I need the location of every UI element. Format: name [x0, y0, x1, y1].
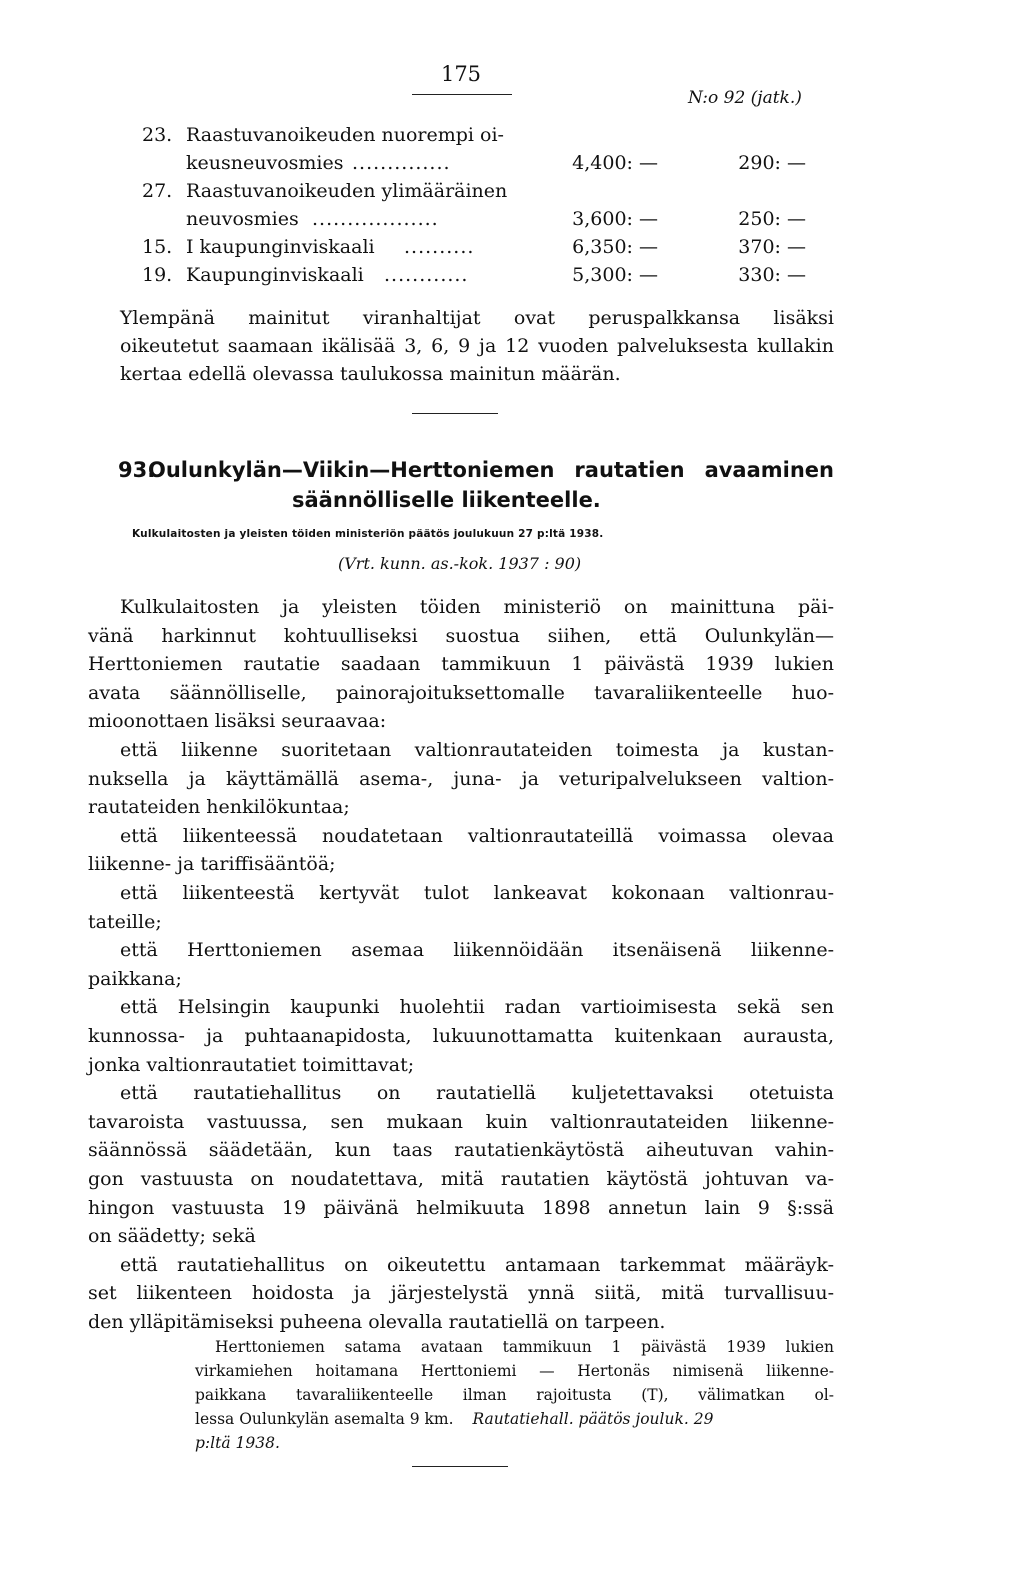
body-line: on säädetty; sekä	[88, 1225, 256, 1248]
section-title-line: säännölliselle liikenteelle.	[292, 488, 601, 512]
row-amount: 6,350: —	[572, 236, 658, 258]
body-line: että rautatiehallitus on oikeutettu antamaan tarkemmat määräyk-	[120, 1253, 834, 1276]
body-line: tavaroista vastuussa, sen mukaan kuin valtionrautateiden liikenne-	[88, 1110, 834, 1133]
row-amount: 4,400: —	[572, 152, 658, 174]
row-increment: 290: —	[738, 152, 806, 174]
paragraph-line: kertaa edellä olevassa taulukossa mainitun määrän.	[120, 363, 621, 385]
body-line: säännössä säädetään, kun taas rautatienkäytöstä aiheutuvan vahin-	[88, 1139, 834, 1162]
body-line: tateille;	[88, 910, 162, 933]
body-line: gon vastuusta on noudatettava, mitä rautatien käytöstä johtuvan va-	[88, 1168, 834, 1190]
row-number: 15.	[142, 236, 173, 258]
row-number: 19.	[142, 264, 173, 286]
footnote-citation: p:ltä 1938.	[195, 1434, 280, 1452]
row-number: 23.	[142, 124, 173, 146]
body-line: Herttoniemen rautatie saadaan tammikuun 1 päivästä 1939 lukien	[88, 653, 834, 676]
body-line: Kulkulaitosten ja yleisten töiden ministeriö on mainittuna päi-	[120, 596, 834, 618]
page-number: 175	[440, 62, 482, 86]
body-line: että rautatiehallitus on rautatiellä kuljetettavaksi otetuista	[120, 1082, 834, 1105]
row-leader-dots: ............	[384, 264, 469, 286]
row-amount: 5,300: —	[572, 264, 658, 286]
body-line: nuksella ja käyttämällä asema-, juna- ja veturipalvelukseen valtion-	[88, 767, 834, 790]
body-line: set liikenteen hoidosta ja järjestelystä ynnä siitä, mitä turvallisuu-	[88, 1282, 834, 1305]
body-line: että liikenteessä noudatetaan valtionrautateillä voimassa olevaa	[120, 824, 834, 847]
body-line: että Helsingin kaupunki huolehtii radan vartioimisesta sekä sen	[120, 996, 834, 1019]
body-line: avata säännölliselle, painorajoituksettomalle tavaraliikenteelle huo-	[88, 681, 834, 704]
row-title-line: I kaupunginviskaali	[186, 236, 375, 258]
continuation-label: N:o 92 (jatk.)	[688, 88, 802, 108]
row-increment: 330: —	[738, 264, 806, 286]
row-title-line: neuvosmies	[186, 208, 299, 230]
body-line: että liikenne suoritetaan valtionrautateiden toimesta ja kustan-	[120, 739, 834, 761]
body-line: liikenne- ja tariffisääntöä;	[88, 853, 336, 876]
row-leader-dots: ..............	[352, 152, 451, 174]
row-increment: 370: —	[738, 236, 806, 258]
body-line: että Herttoniemen asemaa liikennöidään itsenäisenä liikenne-	[120, 939, 834, 962]
paragraph-line: Ylempänä mainitut viranhaltijat ovat peruspalkkansa lisäksi	[120, 307, 834, 329]
section-subtitle: Kulkulaitosten ja yleisten töiden ministeriön päätös joulukuun 27 p:ltä 1938.	[132, 528, 604, 540]
row-title-line: keusneuvosmies	[186, 152, 344, 174]
footnote-line	[195, 1410, 713, 1428]
footnote-line: virkamiehen hoitamana Herttoniemi — Hertonäs nimisenä liikenne-	[195, 1362, 834, 1380]
footnote-line: paikkana tavaraliikenteelle ilman rajoitusta (T), välimatkan ol-	[195, 1386, 834, 1404]
row-title-line: Raastuvanoikeuden nuorempi oi-	[186, 124, 504, 146]
row-number: 27.	[142, 180, 173, 202]
end-rule	[412, 1466, 508, 1467]
section-number: 93.	[118, 458, 156, 482]
row-leader-dots: ..........	[404, 236, 475, 258]
body-line: paikkana;	[88, 967, 182, 990]
footnote-line: Herttoniemen satama avataan tammikuun 1 päivästä 1939 lukien	[215, 1338, 834, 1356]
body-line: mioonottaen lisäksi seuraavaa:	[88, 710, 387, 733]
section-divider	[412, 413, 498, 414]
body-line: vänä harkinnut kohtuulliseksi suostua siihen, että Oulunkylän—	[88, 624, 834, 647]
footnote-text: lessa Oulunkylän asemalta 9 km.	[195, 1410, 454, 1428]
section-title-line: Oulunkylän—Viikin—Herttoniemen rautatien avaaminen	[148, 458, 834, 482]
paragraph-line: oikeutetut saamaan ikälisää 3, 6, 9 ja 12 vuoden palveluksesta kullakin	[120, 335, 834, 357]
page-number-rule	[412, 94, 512, 95]
row-leader-dots: ..................	[312, 208, 439, 230]
row-title-line: Raastuvanoikeuden ylimääräinen	[186, 180, 508, 202]
body-line: jonka valtionrautatiet toimittavat;	[88, 1053, 415, 1076]
body-line: hingon vastuusta 19 päivänä helmikuuta 1898 annetun lain 9 §:ssä	[88, 1196, 834, 1219]
section-reference: (Vrt. kunn. as.-kok. 1937 : 90)	[338, 554, 582, 573]
body-line: rautateiden henkilökuntaa;	[88, 796, 350, 819]
row-title-line: Kaupunginviskaali	[186, 264, 364, 286]
body-line: että liikenteestä kertyvät tulot lankeavat kokonaan valtionrau-	[120, 882, 834, 904]
row-amount: 3,600: —	[572, 208, 658, 230]
body-line: kunnossa- ja puhtaanapidosta, lukuunottamatta kuitenkaan aurausta,	[88, 1025, 834, 1047]
row-increment: 250: —	[738, 208, 806, 230]
footnote-citation: Rautatiehall. päätös jouluk. 29	[472, 1410, 714, 1428]
body-line: den ylläpitämiseksi puheena olevalla rautatiellä on tarpeen.	[88, 1311, 666, 1333]
